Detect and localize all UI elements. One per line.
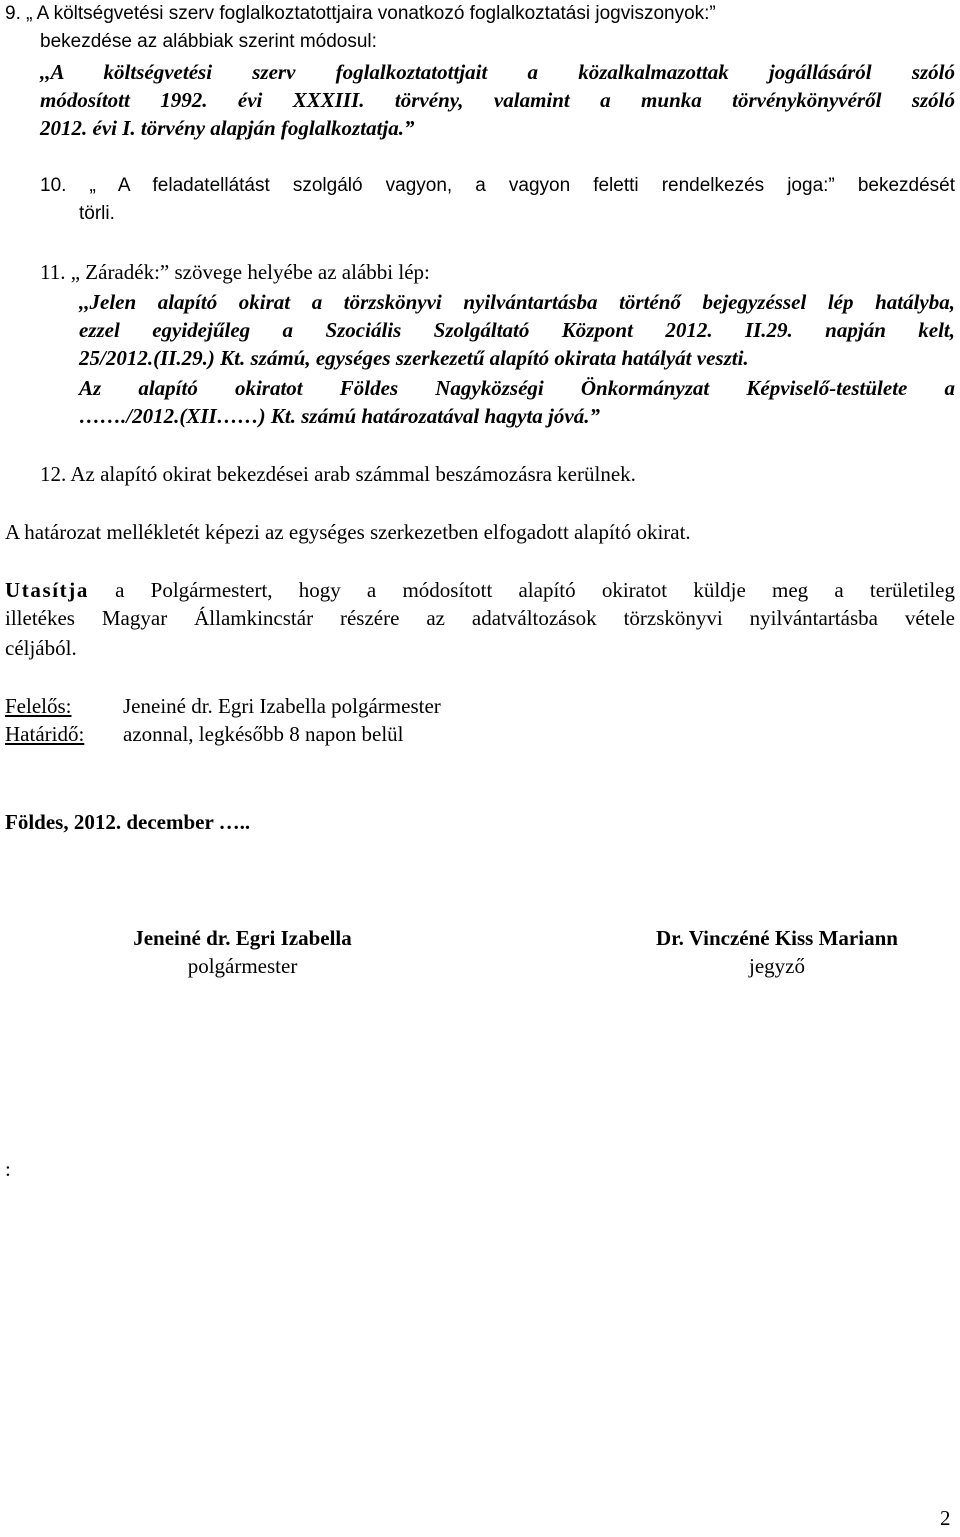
item-10-line-1: 10. „ A feladatellátást szolgáló vagyon, a vagyon feletti rendelkezés joga:” bekezdését: [40, 175, 955, 196]
place-date: Földes, 2012. december …..: [5, 810, 251, 834]
item-11-quote-line-1: ,,Jelen alapító okirat a törzskönyvi nyilvántartásba történő bejegyzéssel lép hatályba,: [79, 290, 955, 314]
item-11-quote-line-4: Az alapító okiratot Földes Nagyközségi Önkormányzat Képviselő-testülete a: [79, 376, 955, 400]
instruction-line-2: illetékes Magyar Államkincstár részére az adatváltozások törzskönyvi nyilvántartásba vétele: [5, 606, 955, 630]
signature-name-mayor: Jeneiné dr. Egri Izabella: [133, 926, 352, 950]
responsible-label: Felelős:: [5, 694, 72, 718]
signature-name-notary: Dr. Vinczéné Kiss Mariann: [656, 926, 898, 950]
deadline-value: azonnal, legkésőbb 8 napon belül: [123, 722, 404, 746]
colon-mark: :: [5, 1157, 11, 1181]
annex-sentence: A határozat mellékletét képezi az egységes szerkezetben elfogadott alapító okirat.: [5, 520, 691, 544]
instruction-keyword: Utasítja: [5, 578, 89, 602]
responsible-value: Jeneiné dr. Egri Izabella polgármester: [123, 694, 441, 718]
deadline-label: Határidő:: [5, 722, 85, 746]
item-11-quote-line-3: 25/2012.(II.29.) Kt. számú, egységes szerkezetű alapító okirata hatályát veszti.: [79, 346, 749, 370]
item-9-quote-line-2: módosított 1992. évi XXXIII. törvény, valamint a munka törvénykönyvéről szóló: [40, 88, 955, 112]
item-11-quote-line-2: ezzel egyidejűleg a Szociális Szolgáltató Központ 2012. II.29. napján kelt,: [79, 318, 955, 342]
deadline-row: [5, 720, 404, 748]
instruction-line-1-text: a Polgármestert, hogy a módosított alapító okiratot küldje meg a területileg: [88, 578, 955, 602]
item-10-line-2: törli.: [79, 203, 115, 224]
item-11-quote-line-5: ……./2012.(XII……) Kt. számú határozatával hagyta jóvá.”: [79, 404, 600, 428]
signature-title-mayor: polgármester: [187, 954, 298, 978]
signature-title-notary: jegyző: [749, 954, 805, 978]
item-9-line-1: 9. „ A költségvetési szerv foglalkoztatottjaira vonatkozó foglalkoztatási jogviszonyok:”: [5, 3, 716, 24]
signature-block-notary: [628, 924, 926, 980]
instruction-line-1: [5, 576, 955, 604]
item-9-quote-line-1: ,,A költségvetési szerv foglalkoztatottjait a közalkalmazottak jogállásáról szóló: [40, 60, 955, 84]
item-11-line-1: 11. „ Záradék:” szövege helyébe az alábbi lép:: [40, 260, 430, 284]
item-9-line-2: bekezdése az alábbiak szerint módosul:: [40, 31, 377, 52]
instruction-line-3: céljából.: [5, 636, 77, 660]
page-number: 2: [940, 1506, 951, 1530]
signature-block-mayor: [110, 924, 375, 980]
item-9-quote-line-3: 2012. évi I. törvény alapján foglalkoztatja.”: [40, 116, 415, 140]
item-12: 12. Az alapító okirat bekezdései arab számmal beszámozásra kerülnek.: [40, 462, 636, 486]
responsible-row: [5, 692, 441, 720]
